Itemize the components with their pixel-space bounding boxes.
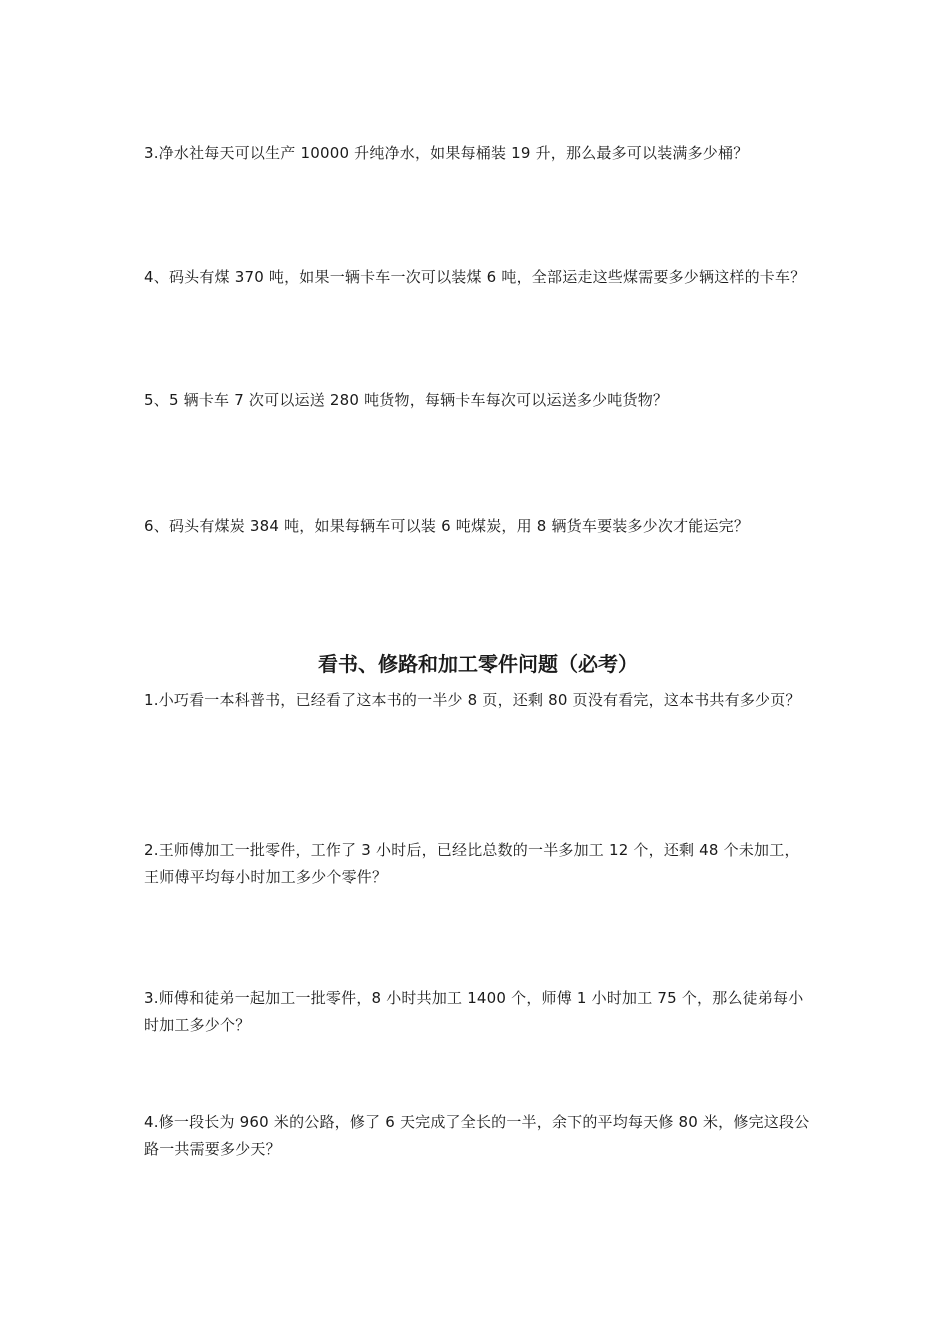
section-title: 看书、修路和加工零件问题（必考）	[318, 652, 638, 676]
question-4-road-days: 4.修一段长为 960 米的公路，修了 6 天完成了全长的一半，余下的平均每天修 80 米，修完这段公路一共需要多少天？	[144, 1113, 810, 1158]
question-5-trucks-cargo: 5、5 辆卡车 7 次可以运送 280 吨货物，每辆卡车每次可以运送多少吨货物？	[144, 391, 669, 409]
question-4-coal-trucks: 4、码头有煤 370 吨，如果一辆卡车一次可以装煤 6 吨，全部运走这些煤需要多少辆这样的卡车？	[144, 268, 806, 286]
question-2-parts-rate: 2.王师傅加工一批零件，工作了 3 小时后，已经比总数的一半多加工 12 个，还剩 48 个未加工，王师傅平均每小时加工多少个零件？	[144, 841, 800, 886]
question-6-coal-trips: 6、码头有煤炭 384 吨，如果每辆车可以装 6 吨煤炭，用 8 辆货车要装多少次才能运完？	[144, 517, 750, 535]
question-1-book-pages: 1.小巧看一本科普书，已经看了这本书的一半少 8 页，还剩 80 页没有看完，这本书共有多少页？	[144, 691, 801, 709]
question-3-water: 3.净水社每天可以生产 10000 升纯净水，如果每桶装 19 升，那么最多可以装满多少桶？	[144, 144, 749, 162]
question-3-apprentice: 3.师傅和徒弟一起加工一批零件，8 小时共加工 1400 个，师傅 1 小时加工 75 个，那么徒弟每小时加工多少个？	[144, 989, 804, 1034]
